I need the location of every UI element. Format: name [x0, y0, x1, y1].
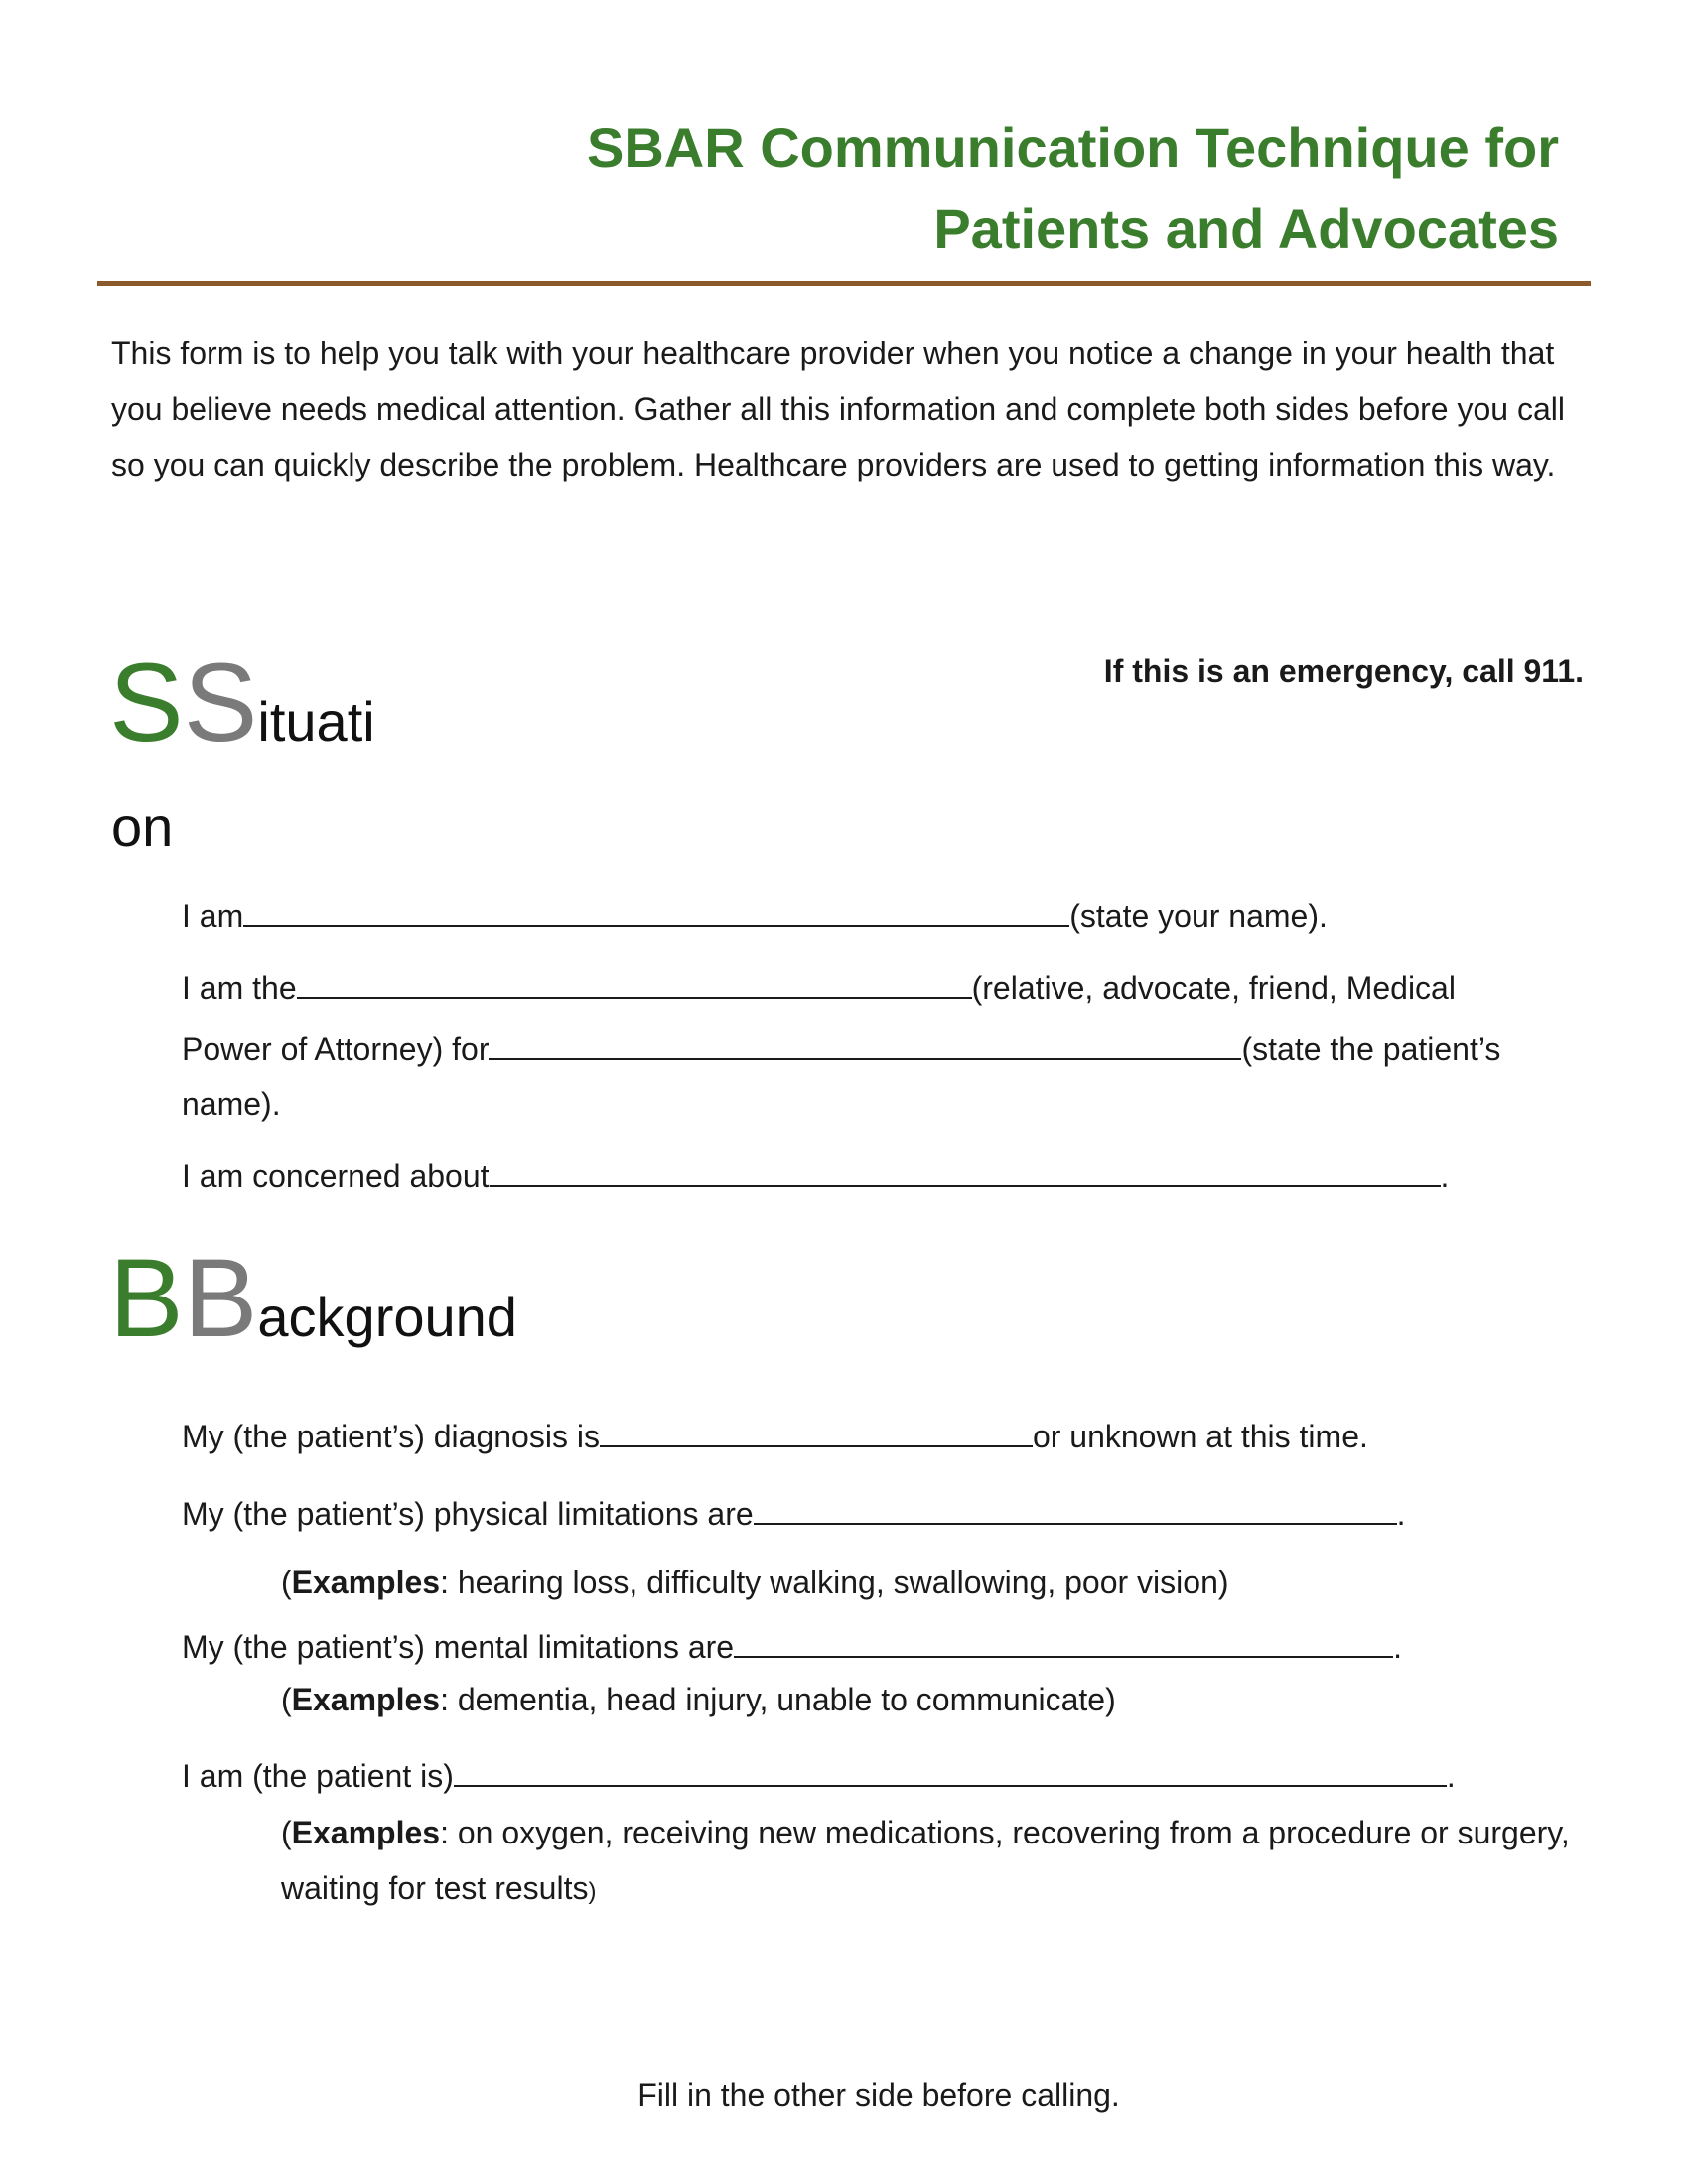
patient-prefix: Power of Attorney) for	[182, 1031, 490, 1067]
background-letter-grey: B	[183, 1236, 258, 1360]
situation-letter-green: S	[109, 640, 184, 764]
concern-suffix: .	[1440, 1159, 1450, 1194]
emergency-note: If this is an emergency, call 911.	[1103, 653, 1584, 689]
footer-note: Fill in the other side before calling.	[637, 2077, 1120, 2113]
name-prefix: I am	[182, 898, 244, 934]
situation-heading-rest: ituati	[257, 690, 375, 752]
diagnosis-suffix: or unknown at this time.	[1032, 1419, 1368, 1454]
status-examples-label: Examples	[291, 1815, 441, 1850]
mental-line	[182, 1626, 1402, 1667]
status-suffix: .	[1446, 1758, 1456, 1794]
status-examples: (Examples: on oxygen, receiving new medications, recovering from a procedure or surgery, waiting for test results)	[281, 1815, 1570, 1906]
relation-field[interactable]	[297, 967, 972, 999]
patient-name-line	[182, 1028, 1500, 1069]
situation-heading-wrap: on	[111, 795, 174, 858]
background-heading	[109, 1236, 517, 1360]
status-line	[182, 1755, 1456, 1796]
name-suffix: (state your name).	[1069, 898, 1328, 934]
mental-suffix: .	[1393, 1629, 1402, 1665]
mental-examples-label: Examples	[291, 1682, 441, 1717]
name-line	[182, 895, 1328, 936]
relation-line	[182, 967, 1456, 1008]
relation-prefix: I am the	[182, 970, 297, 1006]
mental-examples: (Examples: dementia, head injury, unable to communicate)	[281, 1682, 1116, 1717]
intro-paragraph: This form is to help you talk with your healthcare provider when you notice a change in your health that you believe needs medical attention. Gather all this information and complete both sides before you call so you can quickly describe the problem. Healthcare providers are used to getting information this way.	[111, 336, 1565, 482]
physical-suffix: .	[1396, 1496, 1406, 1532]
physical-examples-text: : hearing loss, difficulty walking, swallowing, poor vision)	[440, 1565, 1229, 1600]
diagnosis-field[interactable]	[600, 1416, 1033, 1447]
physical-line	[182, 1493, 1406, 1534]
page-title	[467, 107, 1559, 270]
situation-letter-grey: S	[183, 640, 258, 764]
diagnosis-line	[182, 1416, 1368, 1456]
name-field[interactable]	[243, 895, 1069, 927]
status-prefix: I am (the patient is)	[182, 1758, 454, 1794]
patient-name-field[interactable]	[489, 1028, 1241, 1060]
situation-heading	[109, 640, 375, 764]
concern-field[interactable]	[490, 1156, 1441, 1187]
concern-line	[182, 1156, 1449, 1196]
title-divider	[97, 281, 1591, 286]
diagnosis-prefix: My (the patient’s) diagnosis is	[182, 1419, 600, 1454]
concern-prefix: I am concerned about	[182, 1159, 490, 1194]
status-examples-text: : on oxygen, receiving new medications, recovering from a procedure or surgery, waiting for test results	[281, 1815, 1570, 1906]
background-letter-green: B	[109, 1236, 184, 1360]
title-line-1: SBAR Communication Technique for	[587, 116, 1559, 179]
physical-field[interactable]	[754, 1493, 1397, 1525]
background-heading-rest: ackground	[257, 1286, 517, 1348]
title-line-2: Patients and Advocates	[933, 198, 1559, 260]
physical-examples: (Examples: hearing loss, difficulty walking, swallowing, poor vision)	[281, 1565, 1229, 1600]
mental-field[interactable]	[734, 1626, 1393, 1658]
patient-suffix: (state the patient’s	[1241, 1031, 1501, 1067]
relation-suffix: (relative, advocate, friend, Medical	[971, 970, 1456, 1006]
mental-prefix: My (the patient’s) mental limitations are	[182, 1629, 735, 1665]
status-examples-close: )	[588, 1878, 597, 1905]
physical-prefix: My (the patient’s) physical limitations are	[182, 1496, 754, 1532]
patient-name-line-wrap: name).	[182, 1086, 281, 1122]
status-field[interactable]	[454, 1755, 1447, 1787]
physical-examples-label: Examples	[291, 1565, 441, 1600]
mental-examples-text: : dementia, head injury, unable to communicate)	[440, 1682, 1116, 1717]
